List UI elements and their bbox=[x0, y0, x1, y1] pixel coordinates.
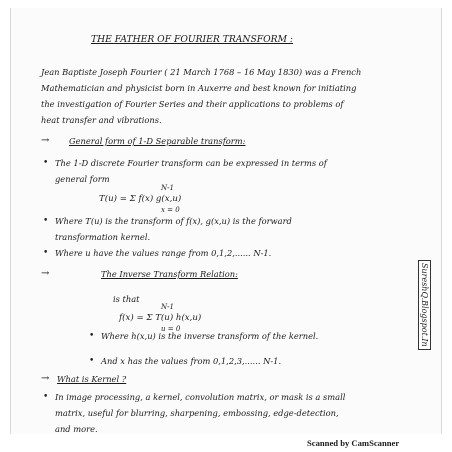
bullet: • bbox=[89, 331, 95, 341]
section-kernel-title: What is Kernel ? bbox=[57, 374, 127, 384]
eq1-top-limit: N-1 bbox=[161, 184, 174, 192]
bullet: • bbox=[43, 216, 49, 226]
inverse-intro: is that bbox=[113, 294, 140, 304]
intro-line-3: the investigation of Fourier Series and their applications to problems of bbox=[41, 99, 344, 109]
arrow-marker: → bbox=[41, 373, 50, 384]
equation-2: f(x) = Σ T(u) h(x,u) bbox=[119, 313, 202, 323]
where-line-1b: transformation kernel. bbox=[55, 232, 151, 242]
side-watermark: SureshQ.Blogspot.In bbox=[418, 260, 431, 350]
eq1-bottom-limit: x = 0 bbox=[161, 206, 180, 214]
general-point-1: The 1-D discrete Fourier transform can be expressed in terms of bbox=[55, 158, 327, 168]
where-line-2: Where u have the values range from 0,1,2,...... N-1. bbox=[55, 248, 272, 258]
scanner-footer: Scanned by CamScanner bbox=[307, 438, 400, 448]
where-line-4: And x has the values from 0,1,2,3,...... N-1. bbox=[101, 356, 282, 366]
note-page bbox=[10, 8, 442, 434]
kernel-line-2: matrix, useful for blurring, sharpening, embossing, edge-detection, bbox=[55, 408, 339, 418]
eq2-top-limit: N-1 bbox=[161, 303, 174, 311]
bullet: • bbox=[43, 248, 49, 258]
section-inverse-title: The Inverse Transform Relation: bbox=[101, 269, 238, 279]
page-title: THE FATHER OF FOURIER TRANSFORM : bbox=[91, 34, 293, 45]
arrow-marker: → bbox=[41, 268, 50, 279]
where-line-3: Where h(x,u) is the inverse transform of the kernel. bbox=[101, 331, 319, 341]
section-general-title: General form of 1-D Separable transform: bbox=[69, 136, 246, 146]
intro-line-1: Jean Baptiste Joseph Fourier ( 21 March 1768 – 16 May 1830) was a French bbox=[41, 67, 362, 77]
bullet: • bbox=[43, 158, 49, 168]
intro-line-4: heat transfer and vibrations. bbox=[41, 115, 162, 125]
intro-line-2: Mathematician and physicist born in Auxerre and best known for initiating bbox=[41, 83, 357, 93]
bullet: • bbox=[89, 356, 95, 366]
arrow-marker: → bbox=[41, 135, 50, 146]
bullet: • bbox=[43, 392, 49, 402]
kernel-line-3: and more. bbox=[55, 424, 98, 434]
kernel-line-1: In image processing, a kernel, convolution matrix, or mask is a small bbox=[55, 392, 346, 402]
general-point-2: general form bbox=[55, 174, 110, 184]
where-line-1: Where T(u) is the transform of f(x), g(x,u) is the forward bbox=[55, 216, 292, 226]
eq2-bottom-limit: u = 0 bbox=[161, 325, 181, 333]
equation-1: T(u) = Σ f(x) g(x,u) bbox=[99, 194, 182, 204]
